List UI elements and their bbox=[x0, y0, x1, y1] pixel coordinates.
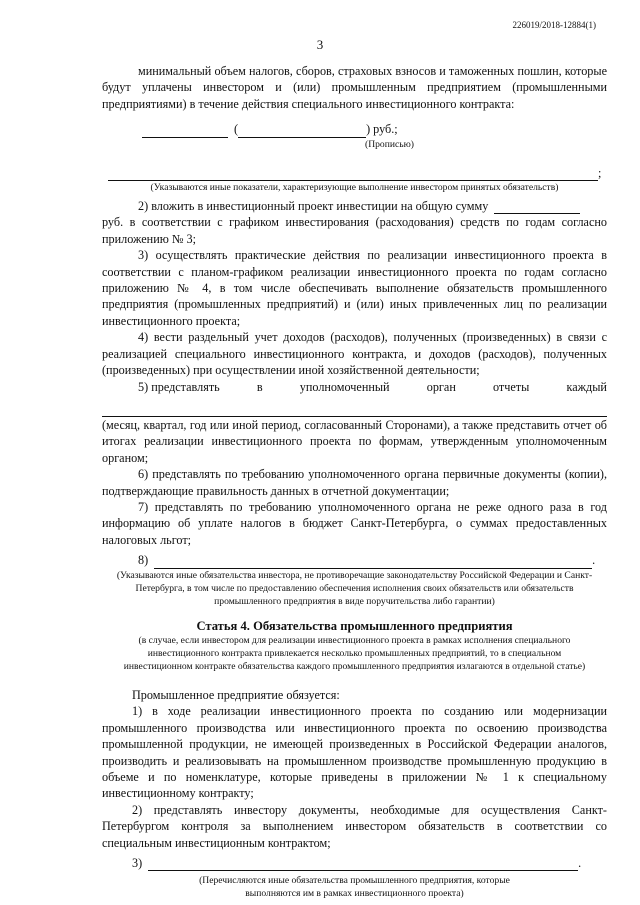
page-number: 3 bbox=[316, 37, 324, 52]
enterprise-item-1: 1) в ходе реализации инвестиционного проекта по созданию или модернизации промышленного производства или инвестиционного проекта по освоению производства промышленной продукции, не имеющей произведенных в Российской Федерации аналогов, производить и реализовывать на промышленном производстве промышленную продукцию в объеме и по номенклатуре, которые приведены в приложении № 1 к специальному инвестиционному контракту; bbox=[102, 704, 607, 801]
article-4-subtitle: (в случае, если инвестором для реализации инвестиционного проекта в рамках исполнения специального инвестиционного контракта привлекается несколько промышленных предприятий, то в специальном инвестиционном контракте обязательства каждого промышленного предприятия излагаются в отдельной статье) bbox=[123, 634, 586, 672]
other-indicators-blank[interactable] bbox=[108, 168, 598, 181]
enterprise-item-3-note: (Перечисляются иные обязательства промышленного предприятия, которые выполняются им в рамках инвестиционного проекта) bbox=[199, 875, 510, 900]
report-period-line bbox=[102, 404, 607, 417]
investment-amount-blank[interactable] bbox=[494, 201, 580, 214]
obligation-item-7: 7) представлять по требованию уполномоченного органа не реже одного раза в год информацию об уплате налогов в бюджет Санкт-Петербурга, о суммах предоставленных налоговых льгот; bbox=[102, 499, 607, 547]
amount-words-blank[interactable] bbox=[238, 125, 366, 138]
article-4-title: Статья 4. Обязательства промышленного предприятия bbox=[196, 618, 513, 633]
report-period-blank[interactable] bbox=[102, 404, 607, 417]
article-4-lead: Промышленное предприятие обязуется: bbox=[132, 687, 340, 702]
enterprise-item-2: 2) представлять инвестору документы, необходимые для осуществления Санкт-Петербургом контроля за выполнением инвестором обязательств в соответствии со специальным инвестиционным контрактом; bbox=[102, 802, 607, 850]
obligation-item-6: 6) представлять по требованию уполномоченного органа первичные документы (копии), подтверждающие правильность данных в отчетной документации; bbox=[102, 467, 607, 498]
obligation-item-8-note: (Указываются иные обязательства инвестора, не противоречащие законодательству Российской Федерации и Санкт-Петербурга, в том числе по предоставлению обеспечения исполнения своих обязательств или обязательств промышленного предприятия в виде поручительства либо гарантии) bbox=[116, 569, 593, 607]
obligation-item-2-line: 2) вложить в инвестиционный проект инвестиции на общую сумму bbox=[102, 198, 607, 214]
document-number: 226019/2018-12884(1) bbox=[512, 20, 596, 30]
document-body bbox=[102, 63, 607, 900]
enterprise-item-3-line: 3) . bbox=[132, 856, 582, 871]
amount-line: ( ) руб.; bbox=[102, 121, 607, 137]
other-enterprise-obligations-blank[interactable] bbox=[148, 858, 578, 871]
amount-blank[interactable] bbox=[142, 125, 228, 138]
obligation-item-4: 4) вести раздельный учет доходов (расходов), полученных (произведенных) в связи с реализацией специального инвестиционного контракта, и доходов (расходов), полученных (произведенных) при осуществлении иной хозяйственной деятельности; bbox=[102, 330, 607, 378]
obligation-item-3: 3) осуществлять практические действия по реализации инвестиционного проекта в соответствии с планом-графиком реализации инвестиционного проекта по годам согласно приложению № 4, в том числе обеспечивать выполнение обязательств промышленного предприятия (промышленных предприятий) и (или) иных привлеченных лиц по реализации инвестиционного проекта; bbox=[102, 248, 607, 328]
other-indicators-note: (Указываются иные показатели, характеризующие выполнение инвестором принятых обязательств) bbox=[150, 182, 559, 194]
other-indicators-line: ; bbox=[102, 165, 607, 181]
obligation-item-8-line: 8) . bbox=[138, 553, 596, 568]
other-investor-obligations-blank[interactable] bbox=[154, 556, 592, 569]
obligation-item-5: (месяц, квартал, год или иной период, согласованный Сторонами), а также представить отчет об итогах реализации инвестиционного проекта по формам, утвержденным уполномоченным органом; bbox=[102, 417, 607, 465]
obligation-item-2: руб. в соответствии с графиком инвестирования (расходования) средств по годам согласно приложению № 3; bbox=[102, 215, 607, 246]
propisyu-note: (Прописью) bbox=[365, 138, 414, 150]
intro-paragraph: минимальный объем налогов, сборов, страховых взносов и таможенных пошлин, которые будут уплачены инвестором и (или) промышленным предприятием (промышленными предприятиями) в течение действия специального инвестиционного контракта: bbox=[102, 64, 607, 111]
obligation-item-5-line: 5) представлять в уполномоченный орган отчеты каждый bbox=[138, 379, 607, 394]
